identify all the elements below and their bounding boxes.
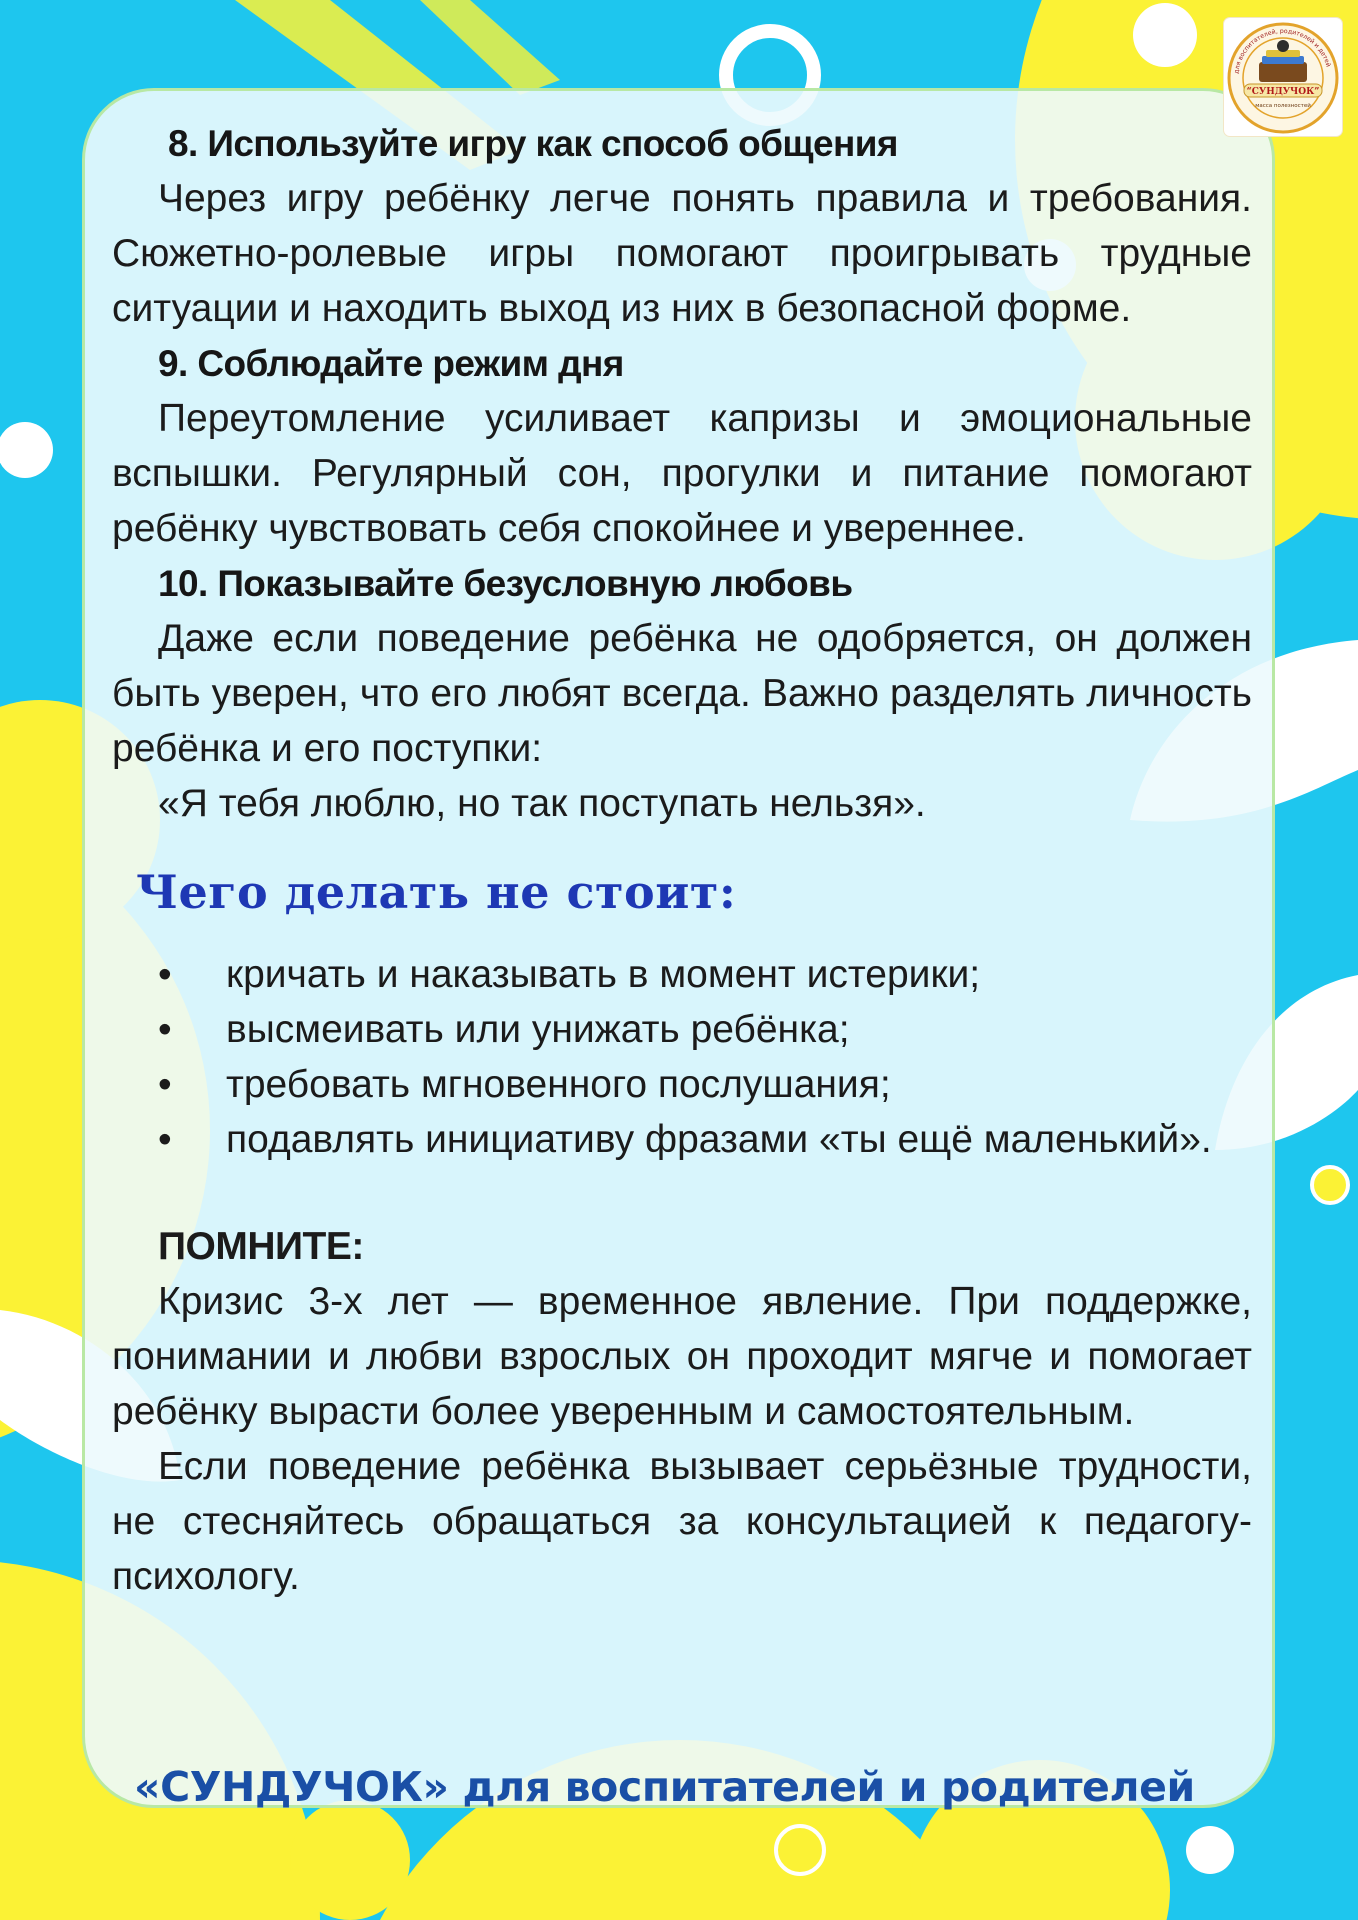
section-9-text: Переутомление усиливает капризы и эмоциональные вспышки. Регулярный сон, прогулки и питание помогают ребёнку чувствовать себя спокойнее и увереннее. — [112, 397, 1252, 550]
logo-image — [1224, 18, 1342, 136]
section-8-text: Через игру ребёнку легче понять правила и требования. Сюжетно-ролевые игры помогают проигрывать трудные ситуации и находить выход из них в безопасной форме. — [112, 177, 1252, 330]
section-10-quote: «Я тебя люблю, но так поступать нельзя». — [158, 782, 926, 825]
list-item-text: кричать и наказывать в момент истерики; — [226, 953, 981, 996]
section-9-heading: 9. Соблюдайте режим дня — [158, 343, 624, 384]
dont-title: Чего делать не стоит: — [136, 865, 737, 919]
list-item-text: высмеивать или унижать ребёнка; — [226, 1008, 850, 1051]
list-item-text: подавлять инициативу фразами «ты ещё маленький». — [226, 1118, 1212, 1161]
list-item — [112, 1002, 1252, 1057]
section-10-text: Даже если поведение ребёнка не одобряется, он должен быть уверен, что его любят всегда. Важно разделять личность ребёнка и его поступки: — [112, 617, 1252, 770]
logo-name: “СУНДУЧОК” — [1246, 87, 1320, 97]
bullet-icon: • — [158, 1118, 172, 1161]
list-item — [112, 1112, 1252, 1167]
sunduchok-logo — [1224, 18, 1342, 136]
bullet-icon: • — [158, 953, 172, 996]
section-10-heading: 10. Показывайте безусловную любовь — [158, 563, 853, 604]
bullet-icon: • — [158, 1063, 172, 1106]
list-item — [112, 947, 1252, 1002]
footer-caption: «СУНДУЧОК» для воспитателей и родителей — [134, 1763, 1195, 1811]
remember-text-2: Если поведение ребёнка вызывает серьёзные трудности, не стесняйтесь обращаться за консультацией к педагогу-психологу. — [112, 1445, 1252, 1598]
remember-text-1: Кризис 3-х лет — временное явление. При поддержке, понимании и любви взрослых он проходит мягче и помогает ребёнку вырасти более уверенным и самостоятельным. — [112, 1280, 1252, 1433]
section-8-heading: 8. Используйте игру как способ общения — [168, 123, 898, 164]
list-item — [112, 1057, 1252, 1112]
remember-heading: ПОМНИТЕ: — [158, 1225, 364, 1268]
bullet-icon: • — [158, 1008, 172, 1051]
logo-arc-text: для воспитателей, родителей и детей — [1233, 27, 1332, 75]
logo-tagline: масса полезностей — [1255, 103, 1311, 109]
list-item-text: требовать мгновенного послушания; — [226, 1063, 891, 1106]
article-content — [112, 116, 1252, 1604]
